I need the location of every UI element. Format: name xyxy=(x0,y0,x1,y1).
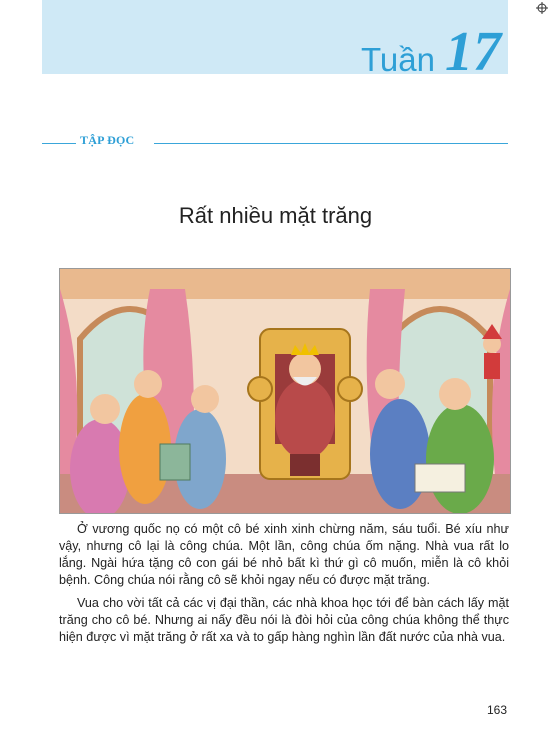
paragraph: Ở vương quốc nọ có một cô bé xinh xinh chừng năm, sáu tuổi. Bé xíu như vậy, nhưng cô lại là công chúa. Một lần, công chúa ốm nặng. Nhà vua rất lo lắng. Ngài hứa tặng cô con gái bé nhỏ bất kì thứ gì cô muốn, miễn là cô khỏi bệnh. Công chúa nói rằng cô sẽ khỏi ngay nếu có được mặt trăng. xyxy=(59,522,509,587)
section-heading xyxy=(42,133,508,147)
king-court-illustration xyxy=(60,269,510,513)
story-illustration xyxy=(59,268,511,514)
paragraph: Vua cho vời tất cả các vị đại thần, các nhà khoa học tới để bàn cách lấy mặt trăng cho cô bé. Nhưng ai nấy đều nói là đòi hỏi của công chúa không thể thực hiện được vì mặt trăng ở rất xa và to gấp hàng nghìn lần đất nước của nhà vua. xyxy=(59,596,509,644)
section-rule-right xyxy=(154,143,508,144)
registration-mark-icon xyxy=(536,2,548,14)
lesson-title: Rất nhiều mặt trăng xyxy=(178,203,373,228)
section-label: TẬP ĐỌC xyxy=(80,133,135,147)
week-number: 17 xyxy=(445,21,501,83)
week-heading xyxy=(361,20,501,83)
week-word: Tuần xyxy=(361,41,435,78)
section-rule-left xyxy=(42,143,76,144)
page-number: 163 xyxy=(486,703,507,717)
story-text xyxy=(59,521,509,652)
